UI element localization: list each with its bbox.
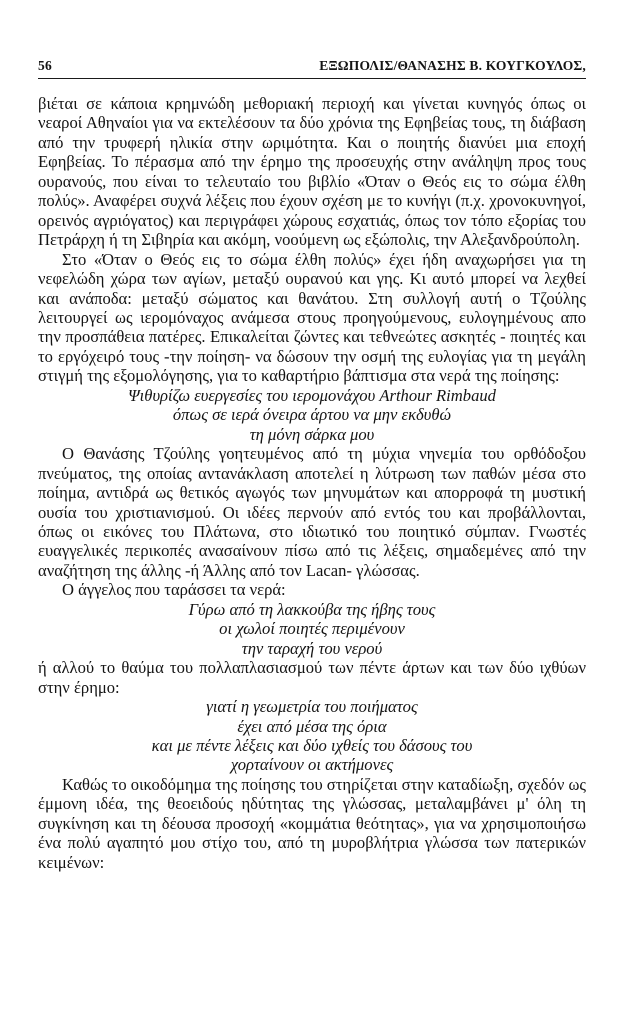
verse-line: όπως σε ιερά όνειρα άρτου να μην εκδυθώ [172, 405, 452, 425]
running-head [38, 52, 586, 76]
page-number: 56 [38, 58, 52, 73]
verse-quote-geometry [38, 697, 586, 775]
book-page [38, 52, 586, 1002]
verse-line: Γύρω από τη λακκούβα της ήβης τους [188, 599, 436, 619]
verse-line: και με πέντε λέξεις και δύο ιχθείς του δάσους του [151, 735, 473, 755]
header-rule [38, 78, 586, 79]
paragraph-continuation: βιέται σε κάποια κρημνώδη μεθοριακή περιοχή και γίνεται κυνηγός όπως οι νεαροί Αθηναίοι για να εκτελέσουν τα δύο χρόνια της Εφηβείας τους, τη διάβαση από την τρυφερή ηλικία στην ωριμότητα. Και ο ποιητής διανύει μια εποχή Εφηβείας. Το πέρασμα από την έρημο της προσευχής στην ανάληψη προς τους ουρανούς, που είναι το τελευταίο του βιβλίο «Όταν ο Θεός εις το σώμα έλθη πολύς». Αναφέρει συχνά λέξεις που έχουν σχέση με το κυνήγι (π.χ. χρονοκυνηγοί, ορεινός αγριόγατος) και περιγράφει χώρους εσχατιάς, όπως τον τόπο εξορίας του Πετράρχη ή τη Σιβηρία και ακόμη, νοούμενη ως εξώπολις, την Αλεξανδρούπολη. [38, 94, 586, 250]
running-head-title: ΕΞΩΠΟΛΙΣ/ΘΑΝΑΣΗΣ Β. ΚΟΥΓΚΟΥΛΟΣ, [319, 58, 586, 73]
verse-line: χορταίνουν οι ακτήμονες [230, 755, 394, 775]
paragraph: Ο άγγελος που ταράσσει τα νερά: [62, 580, 286, 600]
body-text [38, 94, 586, 872]
paragraph: ή αλλού το θαύμα του πολλαπλασιασμού των πέντε άρτων και των δύο ιχθύων στην έρημο: [38, 658, 586, 697]
verse-quote-angel [38, 600, 586, 658]
verse-line: έχει από μέσα της όρια [237, 716, 387, 736]
verse-line: τη μόνη σάρκα μου [249, 424, 375, 444]
verse-quote-rimbaud [38, 386, 586, 444]
paragraph: Ο Θανάσης Τζούλης γοητευμένος από τη μύχια νηνεμία του ορθόδοξου πνεύματος, της οποίας αντανάκλαση αποτελεί η λύτρωση των παθών μέσα στο ποίημα, αντιδρά ως θετικός αγωγός των μηνυμάτων και απορροφά τη μυστική ουσία του χριστιανισμού. Οι ιδέες περνούν από εντός του και προβάλλονται, όπως οι εικόνες του Πλάτωνα, στο ιδιωτικό του ποιητικό σύμπαν. Γνωστές ευαγγελικές περικοπές ανασαίνουν πίσω από τις λέξεις, σημαδεμένες από την αναζήτηση της άλλης -ή Άλλης από τον Lacan- γλώσσας. [38, 444, 586, 580]
paragraph: Στο «Όταν ο Θεός εις το σώμα έλθη πολύς» έχει ήδη αναχωρήσει για τη νεφελώδη χώρα των αγίων, μεταξύ ουρανού και γης. Κι αυτό μπορεί να λεχθεί και ανάποδα: μεταξύ σώματος και θανάτου. Στη συλλογή αυτή ο Τζούλης λειτουργεί ως ιερομόναχος ανάμεσα στους προηγούμενους, ευλογημένους απο την προσπάθεια πατέρες. Επικαλείται ζώντες και τεθνεώτες ασκητές - ποιητές και το εργόχειρό τους -την ποίηση- να δώσουν την οσμή της ευλογίας για τη μεγάλη στιγμή της εξομολόγησης, για το καθαρτήριο βάπτισμα στα νερά της ποίησης: [38, 249, 586, 386]
verse-line: οι χωλοί ποιητές περιμένουν [219, 619, 405, 639]
verse-line: γιατί η γεωμετρία του ποιήματος [206, 697, 418, 717]
paragraph: Καθώς το οικοδόμημα της ποίησης του στηρίζεται στην καταδίωξη, σχεδόν ως έμμονη ιδέα, της θεοειδούς ηδύτητας της γλώσσας, μεταλαμβάνει μ' όλη τη συγκίνηση και τη δέουσα προσοχή «κομμάτια θεότητας», για να χρησιμοποιήσω ένα πολύ αγαπητό μου στίχο του, από τη μυροβλήτρια γλώσσα των πατερικών κειμένων: [38, 774, 586, 872]
verse-line: την ταραχή του νερού [241, 638, 383, 658]
verse-line: Ψιθυρίζω ευεργεσίες του ιερομονάχου Arthour Rimbaud [128, 385, 496, 405]
